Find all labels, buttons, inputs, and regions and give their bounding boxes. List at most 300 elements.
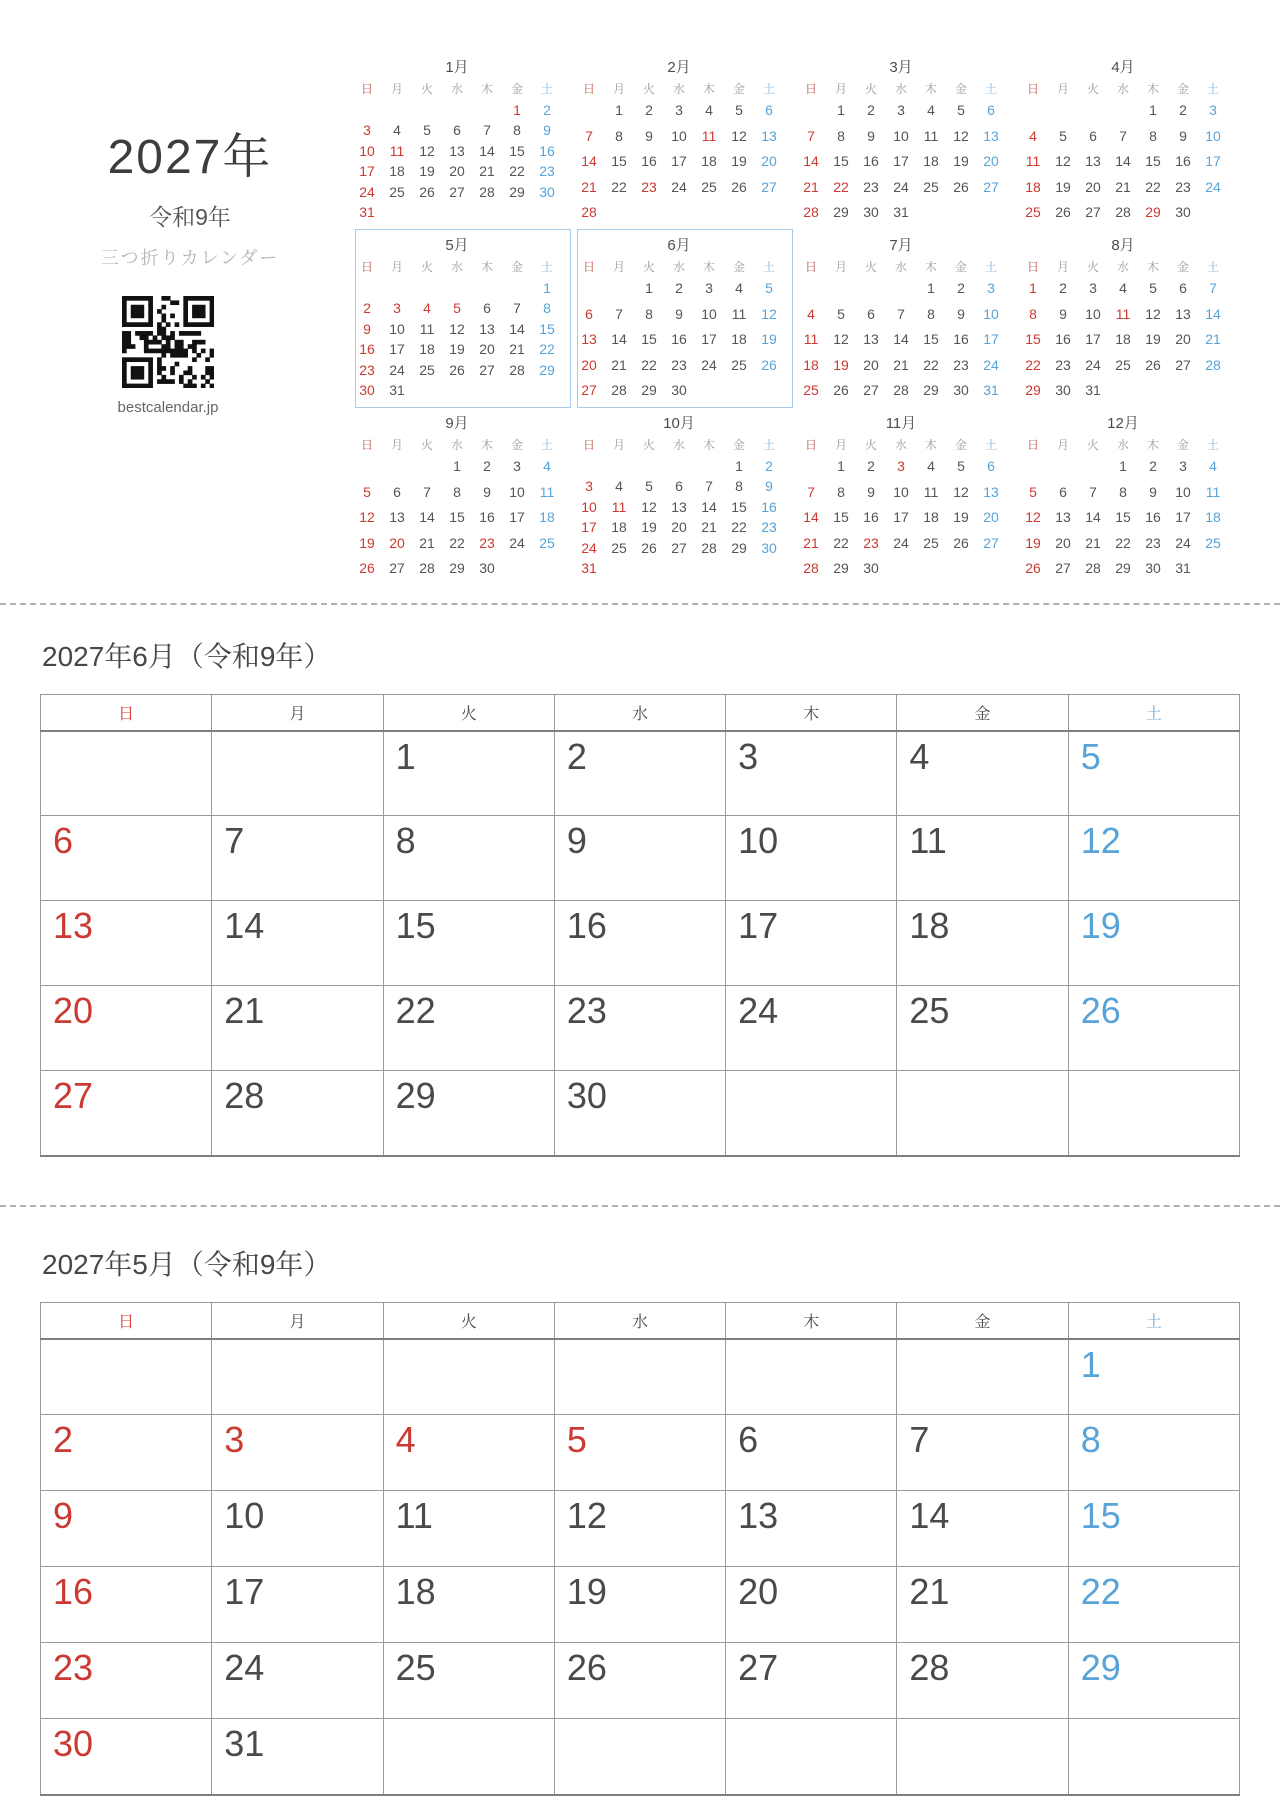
day-cell: 16 bbox=[641, 153, 657, 169]
weekday-label: 水 bbox=[1116, 437, 1129, 452]
day-cell bbox=[382, 204, 412, 220]
day-cell: 22 bbox=[1068, 1567, 1239, 1643]
day-cell: 3 bbox=[897, 102, 905, 118]
day-cell bbox=[694, 560, 724, 576]
day-cell: 15 bbox=[833, 509, 849, 525]
day-cell: 29 bbox=[1145, 204, 1161, 220]
day-cell: 5 bbox=[423, 122, 431, 139]
qr-code bbox=[122, 296, 214, 388]
week-row bbox=[41, 1567, 1240, 1643]
day-cell: 9 bbox=[1149, 483, 1157, 500]
day-cell: 3 bbox=[513, 458, 521, 474]
day-cell: 30 bbox=[671, 382, 687, 398]
mini-weekday-header bbox=[796, 78, 1006, 98]
day-cell: 12 bbox=[359, 509, 375, 525]
day-cell: 7 bbox=[212, 816, 383, 901]
mini-weekday-header bbox=[574, 256, 784, 276]
day-cell: 26 bbox=[731, 178, 747, 195]
day-cell: 25 bbox=[611, 539, 627, 556]
day-cell: 15 bbox=[1145, 153, 1161, 169]
weekday-label: 木 bbox=[1146, 259, 1159, 274]
day-cell: 23 bbox=[479, 534, 495, 551]
day-cell: 30 bbox=[953, 382, 969, 398]
day-cell: 10 bbox=[389, 320, 405, 337]
day-cell: 5 bbox=[363, 483, 371, 500]
weekday-label: 日 bbox=[360, 437, 373, 452]
weekday-label: 金 bbox=[732, 437, 745, 452]
day-cell: 26 bbox=[449, 361, 465, 378]
weekday-label: 木 bbox=[480, 81, 493, 96]
mini-month-days bbox=[352, 280, 562, 398]
day-cell: 29 bbox=[383, 1071, 554, 1156]
day-cell: 2 bbox=[483, 458, 491, 474]
day-cell: 3 bbox=[1089, 280, 1097, 296]
weekday-label: 土 bbox=[1068, 1303, 1239, 1339]
weekday-label: 日 bbox=[804, 259, 817, 274]
day-cell: 18 bbox=[1205, 509, 1221, 525]
mini-month-6 bbox=[574, 236, 784, 400]
day-cell bbox=[41, 1339, 212, 1415]
mini-week-row bbox=[1018, 560, 1228, 576]
day-cell: 1 bbox=[513, 102, 521, 118]
day-cell: 25 bbox=[1205, 534, 1221, 551]
day-cell: 11 bbox=[923, 127, 939, 144]
day-cell: 27 bbox=[1085, 204, 1101, 220]
day-cell: 23 bbox=[671, 356, 687, 373]
weekday-label: 土 bbox=[984, 81, 997, 96]
month-table bbox=[40, 1302, 1240, 1796]
day-cell bbox=[472, 204, 502, 220]
day-cell: 7 bbox=[615, 305, 623, 322]
mini-month-title: 5月 bbox=[445, 237, 469, 254]
day-cell: 18 bbox=[923, 153, 939, 169]
weekday-label: 金 bbox=[954, 81, 967, 96]
day-cell: 6 bbox=[987, 102, 995, 118]
day-cell: 1 bbox=[453, 458, 461, 474]
day-cell: 26 bbox=[419, 183, 435, 200]
day-cell: 1 bbox=[837, 102, 845, 118]
day-cell bbox=[694, 204, 724, 220]
weekday-label: 日 bbox=[360, 81, 373, 96]
day-cell: 1 bbox=[543, 280, 551, 296]
day-cell: 15 bbox=[1025, 331, 1041, 347]
day-cell: 22 bbox=[449, 534, 465, 551]
mini-month-2 bbox=[574, 58, 784, 222]
day-cell: 8 bbox=[383, 816, 554, 901]
day-cell bbox=[532, 382, 562, 398]
day-cell: 11 bbox=[1025, 153, 1041, 169]
day-cell bbox=[726, 1071, 897, 1156]
day-cell: 1 bbox=[1068, 1339, 1239, 1415]
day-cell: 18 bbox=[419, 341, 435, 358]
weekday-label: 火 bbox=[642, 259, 655, 274]
day-cell: 1 bbox=[1149, 102, 1157, 118]
day-cell: 6 bbox=[726, 1415, 897, 1491]
day-cell: 3 bbox=[1179, 458, 1187, 474]
day-cell: 4 bbox=[393, 122, 401, 139]
day-cell: 31 bbox=[893, 204, 909, 220]
day-cell: 25 bbox=[383, 1643, 554, 1719]
day-cell: 29 bbox=[1115, 560, 1131, 576]
day-cell: 4 bbox=[735, 280, 743, 296]
day-cell bbox=[574, 102, 604, 118]
day-cell: 9 bbox=[554, 816, 725, 901]
day-cell: 1 bbox=[1029, 280, 1037, 296]
day-cell: 17 bbox=[212, 1567, 383, 1643]
mini-week-row bbox=[796, 306, 1006, 322]
weekday-label: 金 bbox=[954, 259, 967, 274]
day-cell: 24 bbox=[671, 178, 687, 195]
day-cell: 19 bbox=[953, 153, 969, 169]
mini-week-row bbox=[574, 519, 784, 535]
day-cell: 17 bbox=[389, 341, 405, 358]
day-cell: 15 bbox=[383, 901, 554, 986]
weekday-label: 月 bbox=[390, 81, 403, 96]
day-cell: 31 bbox=[581, 559, 597, 576]
day-cell: 10 bbox=[1085, 305, 1101, 322]
weekday-label: 日 bbox=[41, 1303, 212, 1339]
day-cell: 24 bbox=[893, 178, 909, 195]
weekday-label: 月 bbox=[1056, 259, 1069, 274]
day-cell: 13 bbox=[1055, 509, 1071, 525]
weekday-label: 土 bbox=[1206, 437, 1219, 452]
day-cell bbox=[664, 204, 694, 220]
day-cell: 31 bbox=[212, 1719, 383, 1795]
day-cell: 16 bbox=[1145, 509, 1161, 525]
day-cell: 13 bbox=[389, 509, 405, 525]
mini-week-row bbox=[574, 331, 784, 347]
weekday-header-row bbox=[41, 1303, 1240, 1339]
day-cell: 27 bbox=[863, 382, 879, 398]
day-cell: 15 bbox=[731, 498, 747, 515]
mini-week-row bbox=[574, 128, 784, 144]
day-cell bbox=[212, 1339, 383, 1415]
weekday-label: 木 bbox=[480, 437, 493, 452]
weekday-label: 日 bbox=[582, 81, 595, 96]
day-cell: 14 bbox=[893, 331, 909, 347]
month-section-may bbox=[40, 1248, 1240, 1796]
day-cell: 11 bbox=[419, 320, 435, 337]
day-cell: 21 bbox=[1205, 331, 1221, 347]
day-cell: 30 bbox=[539, 183, 555, 200]
day-cell: 8 bbox=[1068, 1415, 1239, 1491]
mini-week-row bbox=[1018, 280, 1228, 296]
day-cell: 25 bbox=[539, 534, 555, 551]
day-cell: 13 bbox=[1085, 153, 1101, 169]
day-cell: 15 bbox=[509, 142, 525, 159]
day-cell: 12 bbox=[641, 498, 657, 515]
weekday-label: 月 bbox=[212, 695, 383, 731]
day-cell: 4 bbox=[705, 102, 713, 118]
day-cell: 10 bbox=[893, 483, 909, 500]
day-cell: 14 bbox=[611, 331, 627, 347]
day-cell: 29 bbox=[539, 361, 555, 378]
day-cell: 20 bbox=[863, 356, 879, 373]
week-row bbox=[41, 1643, 1240, 1719]
day-cell: 18 bbox=[1115, 331, 1131, 347]
day-cell: 8 bbox=[1119, 483, 1127, 500]
day-cell bbox=[886, 560, 916, 576]
day-cell: 3 bbox=[1209, 102, 1217, 118]
day-cell: 14 bbox=[212, 901, 383, 986]
day-cell: 12 bbox=[1025, 509, 1041, 525]
mini-month-title: 10月 bbox=[663, 415, 695, 432]
day-cell: 7 bbox=[1119, 127, 1127, 144]
weekday-label: 木 bbox=[702, 259, 715, 274]
mini-week-row bbox=[796, 331, 1006, 347]
mini-week-row bbox=[1018, 179, 1228, 195]
mini-week-row bbox=[352, 204, 562, 220]
day-cell bbox=[796, 102, 826, 118]
day-cell: 20 bbox=[1055, 534, 1071, 551]
mini-month-8 bbox=[1018, 236, 1228, 400]
week-row bbox=[41, 1491, 1240, 1567]
mini-month-12 bbox=[1018, 414, 1228, 578]
month-section-june bbox=[40, 640, 1240, 1157]
day-cell: 3 bbox=[212, 1415, 383, 1491]
day-cell: 9 bbox=[867, 127, 875, 144]
weekday-label: 日 bbox=[1026, 259, 1039, 274]
day-cell: 9 bbox=[483, 483, 491, 500]
mini-week-row bbox=[352, 560, 562, 576]
week-row bbox=[41, 1415, 1240, 1491]
day-cell bbox=[1018, 102, 1048, 118]
day-cell: 19 bbox=[449, 341, 465, 358]
day-cell: 17 bbox=[726, 901, 897, 986]
day-cell bbox=[754, 204, 784, 220]
day-cell: 23 bbox=[1055, 356, 1071, 373]
day-cell bbox=[1108, 102, 1138, 118]
weekday-label: 水 bbox=[1116, 81, 1129, 96]
day-cell: 29 bbox=[833, 204, 849, 220]
mini-week-row bbox=[352, 382, 562, 398]
day-cell: 12 bbox=[1068, 816, 1239, 901]
day-cell: 29 bbox=[833, 560, 849, 576]
day-cell: 7 bbox=[513, 300, 521, 317]
mini-week-row bbox=[574, 179, 784, 195]
day-cell: 6 bbox=[453, 122, 461, 139]
day-cell bbox=[1018, 458, 1048, 474]
day-cell: 17 bbox=[893, 153, 909, 169]
day-cell: 17 bbox=[1085, 331, 1101, 347]
day-cell: 12 bbox=[419, 142, 435, 159]
mini-weekday-header bbox=[352, 256, 562, 276]
day-cell bbox=[664, 560, 694, 576]
weekday-label: 土 bbox=[762, 259, 775, 274]
day-cell: 30 bbox=[359, 381, 375, 398]
mini-week-row bbox=[352, 484, 562, 500]
day-cell bbox=[634, 560, 664, 576]
day-cell: 6 bbox=[987, 458, 995, 474]
brand-block bbox=[78, 118, 302, 416]
mini-week-row bbox=[352, 362, 562, 378]
day-cell: 16 bbox=[41, 1567, 212, 1643]
day-cell bbox=[472, 382, 502, 398]
day-cell bbox=[1078, 102, 1108, 118]
day-cell: 14 bbox=[897, 1491, 1068, 1567]
weekday-label: 金 bbox=[1176, 259, 1189, 274]
weekday-label: 木 bbox=[1146, 81, 1159, 96]
week-row bbox=[41, 986, 1240, 1071]
mini-weekday-header bbox=[352, 78, 562, 98]
day-cell bbox=[604, 204, 634, 220]
week-row bbox=[41, 731, 1240, 816]
day-cell: 2 bbox=[645, 102, 653, 118]
fold-line-top bbox=[0, 603, 1280, 605]
day-cell: 21 bbox=[479, 163, 495, 180]
day-cell: 4 bbox=[927, 458, 935, 474]
day-cell: 16 bbox=[953, 331, 969, 347]
month-section-title: 2027年5月（令和9年） bbox=[42, 1249, 332, 1280]
day-cell bbox=[352, 280, 382, 296]
day-cell: 5 bbox=[957, 458, 965, 474]
day-cell: 15 bbox=[449, 509, 465, 525]
day-cell bbox=[1108, 382, 1138, 398]
day-cell: 21 bbox=[1085, 534, 1101, 551]
mini-week-row bbox=[1018, 306, 1228, 322]
day-cell: 3 bbox=[393, 300, 401, 317]
weekday-label: 土 bbox=[1206, 81, 1219, 96]
day-cell: 30 bbox=[761, 539, 777, 556]
day-cell: 9 bbox=[645, 127, 653, 144]
mini-month-days bbox=[796, 280, 1006, 398]
day-cell bbox=[383, 1339, 554, 1415]
weekday-label: 金 bbox=[510, 259, 523, 274]
day-cell: 12 bbox=[953, 483, 969, 500]
weekday-label: 木 bbox=[924, 437, 937, 452]
day-cell bbox=[694, 458, 724, 474]
weekday-label: 月 bbox=[612, 259, 625, 274]
day-cell bbox=[382, 280, 412, 296]
mini-week-row bbox=[352, 184, 562, 200]
day-cell: 4 bbox=[897, 731, 1068, 816]
weekday-label: 火 bbox=[642, 81, 655, 96]
weekday-label: 水 bbox=[450, 259, 463, 274]
day-cell: 10 bbox=[359, 142, 375, 159]
day-cell: 5 bbox=[837, 305, 845, 322]
day-cell: 24 bbox=[701, 356, 717, 373]
mini-week-row bbox=[796, 280, 1006, 296]
day-cell bbox=[946, 204, 976, 220]
day-cell: 19 bbox=[419, 163, 435, 180]
weekday-label: 土 bbox=[762, 81, 775, 96]
day-cell: 10 bbox=[509, 483, 525, 500]
day-cell: 19 bbox=[761, 331, 777, 347]
weekday-label: 日 bbox=[360, 259, 373, 274]
day-cell: 5 bbox=[1068, 731, 1239, 816]
day-cell: 15 bbox=[923, 331, 939, 347]
day-cell: 27 bbox=[449, 183, 465, 200]
day-cell bbox=[472, 280, 502, 296]
weekday-label: 水 bbox=[1116, 259, 1129, 274]
day-cell: 2 bbox=[1149, 458, 1157, 474]
mini-month-days bbox=[1018, 102, 1228, 220]
day-cell: 24 bbox=[726, 986, 897, 1071]
weekday-label: 月 bbox=[834, 81, 847, 96]
day-cell: 23 bbox=[1145, 534, 1161, 551]
day-cell: 27 bbox=[1175, 356, 1191, 373]
day-cell: 18 bbox=[731, 331, 747, 347]
mini-month-title: 8月 bbox=[1111, 237, 1135, 254]
day-cell: 18 bbox=[1025, 178, 1041, 195]
day-cell: 19 bbox=[1055, 178, 1071, 195]
day-cell: 4 bbox=[543, 458, 551, 474]
day-cell: 1 bbox=[927, 280, 935, 296]
day-cell: 16 bbox=[359, 341, 375, 358]
weekday-label: 金 bbox=[1176, 437, 1189, 452]
day-cell: 20 bbox=[726, 1567, 897, 1643]
mini-month-10 bbox=[574, 414, 784, 578]
day-cell: 4 bbox=[423, 300, 431, 317]
day-cell: 15 bbox=[833, 153, 849, 169]
day-cell: 27 bbox=[983, 534, 999, 551]
day-cell: 24 bbox=[389, 361, 405, 378]
day-cell: 29 bbox=[509, 183, 525, 200]
mini-month-title: 4月 bbox=[1111, 59, 1135, 76]
day-cell: 16 bbox=[539, 142, 555, 159]
mini-week-row bbox=[796, 560, 1006, 576]
day-cell bbox=[724, 204, 754, 220]
day-cell bbox=[754, 382, 784, 398]
day-cell bbox=[916, 204, 946, 220]
weekday-label: 土 bbox=[984, 259, 997, 274]
day-cell bbox=[1198, 560, 1228, 576]
weekday-label: 金 bbox=[510, 437, 523, 452]
day-cell bbox=[382, 102, 412, 118]
day-cell: 13 bbox=[479, 320, 495, 337]
month-table bbox=[40, 694, 1240, 1157]
day-cell bbox=[412, 280, 442, 296]
day-cell: 2 bbox=[765, 458, 773, 474]
day-cell bbox=[886, 280, 916, 296]
day-cell: 29 bbox=[923, 382, 939, 398]
day-cell: 18 bbox=[611, 519, 627, 536]
day-cell bbox=[976, 204, 1006, 220]
weekday-label: 月 bbox=[612, 437, 625, 452]
day-cell: 15 bbox=[611, 153, 627, 169]
weekday-label: 火 bbox=[383, 1303, 554, 1339]
day-cell: 31 bbox=[1085, 382, 1101, 398]
day-cell: 26 bbox=[761, 356, 777, 373]
day-cell: 2 bbox=[867, 102, 875, 118]
day-cell: 20 bbox=[1085, 178, 1101, 195]
day-cell bbox=[724, 382, 754, 398]
day-cell: 3 bbox=[987, 280, 995, 296]
mini-week-row bbox=[352, 300, 562, 316]
day-cell: 3 bbox=[363, 122, 371, 139]
mini-week-row bbox=[796, 509, 1006, 525]
day-cell: 30 bbox=[1145, 560, 1161, 576]
day-cell: 25 bbox=[701, 178, 717, 195]
weekday-label: 金 bbox=[897, 1303, 1068, 1339]
day-cell bbox=[1048, 458, 1078, 474]
weekday-label: 日 bbox=[582, 437, 595, 452]
day-cell: 11 bbox=[539, 483, 555, 500]
day-cell: 7 bbox=[1209, 280, 1217, 296]
day-cell bbox=[412, 382, 442, 398]
mini-week-row bbox=[352, 341, 562, 357]
day-cell: 26 bbox=[1068, 986, 1239, 1071]
day-cell: 17 bbox=[983, 331, 999, 347]
day-cell: 2 bbox=[1179, 102, 1187, 118]
mini-week-row bbox=[574, 382, 784, 398]
day-cell bbox=[352, 102, 382, 118]
weekday-label: 水 bbox=[554, 1303, 725, 1339]
day-cell: 6 bbox=[867, 305, 875, 322]
day-cell: 30 bbox=[863, 204, 879, 220]
mini-weekday-header bbox=[574, 434, 784, 454]
weekday-label: 日 bbox=[804, 81, 817, 96]
